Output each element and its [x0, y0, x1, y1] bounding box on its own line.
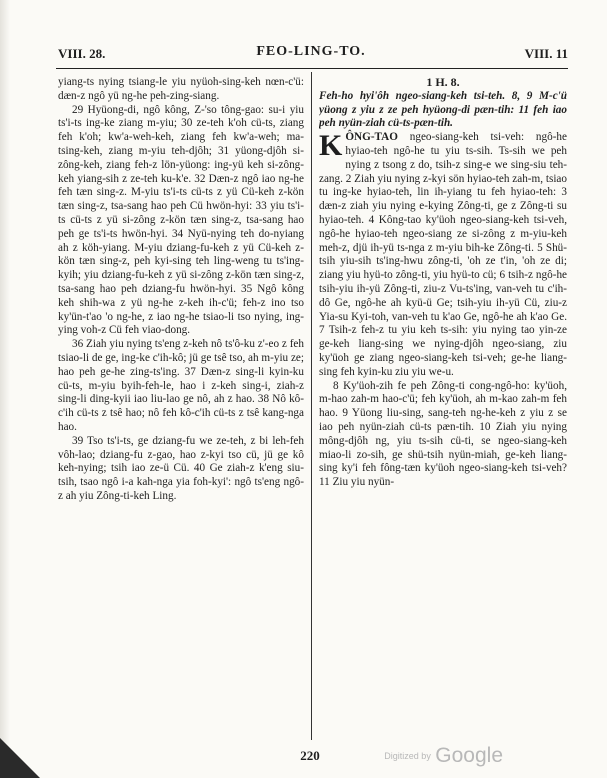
right-column: [319, 76, 567, 744]
header-right-reference: VIII. 11: [524, 46, 568, 61]
drop-cap-letter: K: [319, 129, 343, 163]
page-edge-shadow: [0, 0, 10, 778]
running-header: [56, 44, 568, 66]
page-number: 220: [300, 748, 320, 763]
header-rule: [56, 68, 568, 69]
chapter-heading: 1 H. 8.: [426, 76, 460, 89]
page-corner-shadow: [0, 738, 40, 778]
right-paragraph-1: [319, 131, 567, 379]
left-column: [58, 76, 304, 744]
right-paragraph-1-text: ngeo-siang-keh tsi-veh: ngô-he hyiao-teh ngô-he tu yiu ts-sih. Ts-sih we peh nying z tsong z do, tsih-z sing-e we sing-siu teh-zang. 2 Ziah yiu nying z-kyi sön hyiao-teh zah-m, tsiao tu ing-ke hyiao-teh, lin ih-yiang tu feh hyiao-teh: 3 dæn-z ziah yiu nying e-kying Zông-ti, ge z Zông-ti su hyiao-teh. 4 Kông-tao ky'üoh ngeo-siang-keh tsi-veh, ngô-he hyiao-teh ngeo-siang ze si-zông z m-yiu-keh meh-z, djü ih-yü ts-nga z m-yiu bih-ke Zông-ti. 5 Shü-tsih yiu-sih ts'ing-hwu zông-ti, 'oh ze t'in, 'oh ze di; ziang yiu hyü-to zông-ti, yiu hyü-to cü; 6 tsih-z ngô-he tsih-yiu ih-yü Zông-ti, ziu-z Vu-ts'ing, van-veh tu c'ih-dô Ge, ngô-he ah kyü-ü Ge; tsih-yiu ih-yü Cü, ziu-z Yia-su Kyi-toh, van-veh tu k'ao Ge, ngô-he ah k'ao Ge. 7 Tsih-z feh-z tu yiu keh ts-sih: yiu nying tao yin-ze ge-keh liang-sing we nying-djôh ngeo-siang, ziu ky'üoh ge ziang ngeo-siang-keh tsi-veh; ge-he liang-sing feh kyin-ku ziu yiu we-u.: [319, 131, 567, 378]
column-divider: [311, 72, 312, 740]
chapter-summary: Feh-ho hyi'ôh ngeo-siang-keh tsi-teh. 8, 9 M-c'ü yüong z yiu z ze peh hyüong-di pæn-tih: 11 feh iao peh nyün-ziah cü-ts-pæn-tih.: [319, 89, 567, 130]
left-paragraph-4: 39 Tso ts'i-ts, ge dziang-fu we ze-teh, z bi leh-feh vôh-lao; dziang-fu z-gao, hao z-kyi tso cü, jü ge kô keh-nying; tsih iao ze-ü Cü. 40 Ge ziah-z k'eng siu-tsih, tsao ngô i-a kah-nga yia foh-kyi': ngô ts'eng ngô-z ah yiu Zông-ti-keh Ling.: [58, 434, 304, 502]
header-left-reference: VIII. 28.: [58, 46, 106, 61]
left-paragraph-3: 36 Ziah yiu nying ts'eng z-keh nô ts'ô-ku z'-eo z feh tsiao-li de ge, ing-ke c'ih-kô; jü ge tsê tso, ah m-yiu ze; hao peh ge-he zing-ts'ing. 37 Dæn-z sing-li kyin-ku cü-ts, m-yiu byih-feh-le, hao i z-keh sing-i, ziah-z sing-li ding-kyii iao liu-lao ge nô, ah z hao. 38 Nô kô-c'ih cü-ts z tsê hao; nô feh kô-c'ih cü-ts z tsê kang-nga hao.: [58, 338, 304, 433]
google-logo-text: Google: [435, 744, 503, 767]
header-title: FEO-LING-TO.: [256, 44, 366, 59]
left-paragraph-2: 29 Hyüong-di, ngô kông, Z-'so tông-gao: su-i yiu ts'i-ts ing-ke ziang m-yiu; 30 ze-teh k'oh cü-ts, ziang feh k'oh; kw'a-weh-keh, ziang feh kw'a-weh; ma-tsing-keh, ziang m-yiu teh-djôh; 31 yüong-djôh si-zông-keh, ziang feh-z lön-yüong: ing-yü keh si-zông-keh yiang-sih z ze-teh ku-k'e. 32 Dæn-z ngô iao ng-he feh tæn sing-z. M-yiu ts'i-ts cü-ts z yü Cü-keh z-kön tæn sing-z, tsa-sang hao peh Cü hwön-hyi: 33 yiu ts'i-ts cü-ts z yü si-zông z-kön tæn sing-z, tsa-sang hao peh ge ts'i-ts hwön-hyi. 34 Nyü-nying teh do-nyiang ah z köh-yiang. M-yiu dziang-fu-keh z yü Cü-keh z-kön tæn sing-z, peh kyi-sing teh ling-weng tu ts'ing-kyih; yiu dziang-fu-keh z yü si-zông z-kön tæn sing-z, tsa-sang hao peh dziang-fu hwön-hyi. 35 Ngô kông keh shih-wa z yü ng-he z-keh ih-c'ü; feh-z ino tso ky'ün-t'ao 'o ng-he, z iao ng-he tsiao-li tso nying, ing-ying voh-z Cü feh viao-dong.: [58, 103, 304, 337]
digitized-watermark: [384, 744, 503, 768]
right-paragraph-2: 8 Ky'üoh-zih fe peh Zông-ti cong-ngô-ho: ky'üoh, m-hao zah-m hao-c'ü; feh ky'üoh, ah m-kao zah-m feh hao. 9 Yüong liu-sing, sang-teh ng-he-keh z yiu z se iao peh nyün-ziah cü-ts pæn-tih. 10 Ziah yiu nying mông-djôh ng, yiu ts-sih cü-ti, se ngeo-siang-keh miao-li zo-sih, ge shü-tsih nyün-miah, ge-keh liang-sing ky'i feh fông-tæn ky'üoh ngeo-siang-keh tsi-veh? 11 Ziu yiu nyün-: [319, 379, 567, 489]
left-paragraph-1: yiang-ts nying tsiang-le yiu nyüoh-sing-keh nœn-c'ü: dæn-z ngô yü ng-he peh-zing-siang.: [58, 76, 304, 102]
opening-words: ÔNG-TAO: [345, 131, 398, 144]
watermark-prefix: Digitized by: [384, 751, 431, 761]
